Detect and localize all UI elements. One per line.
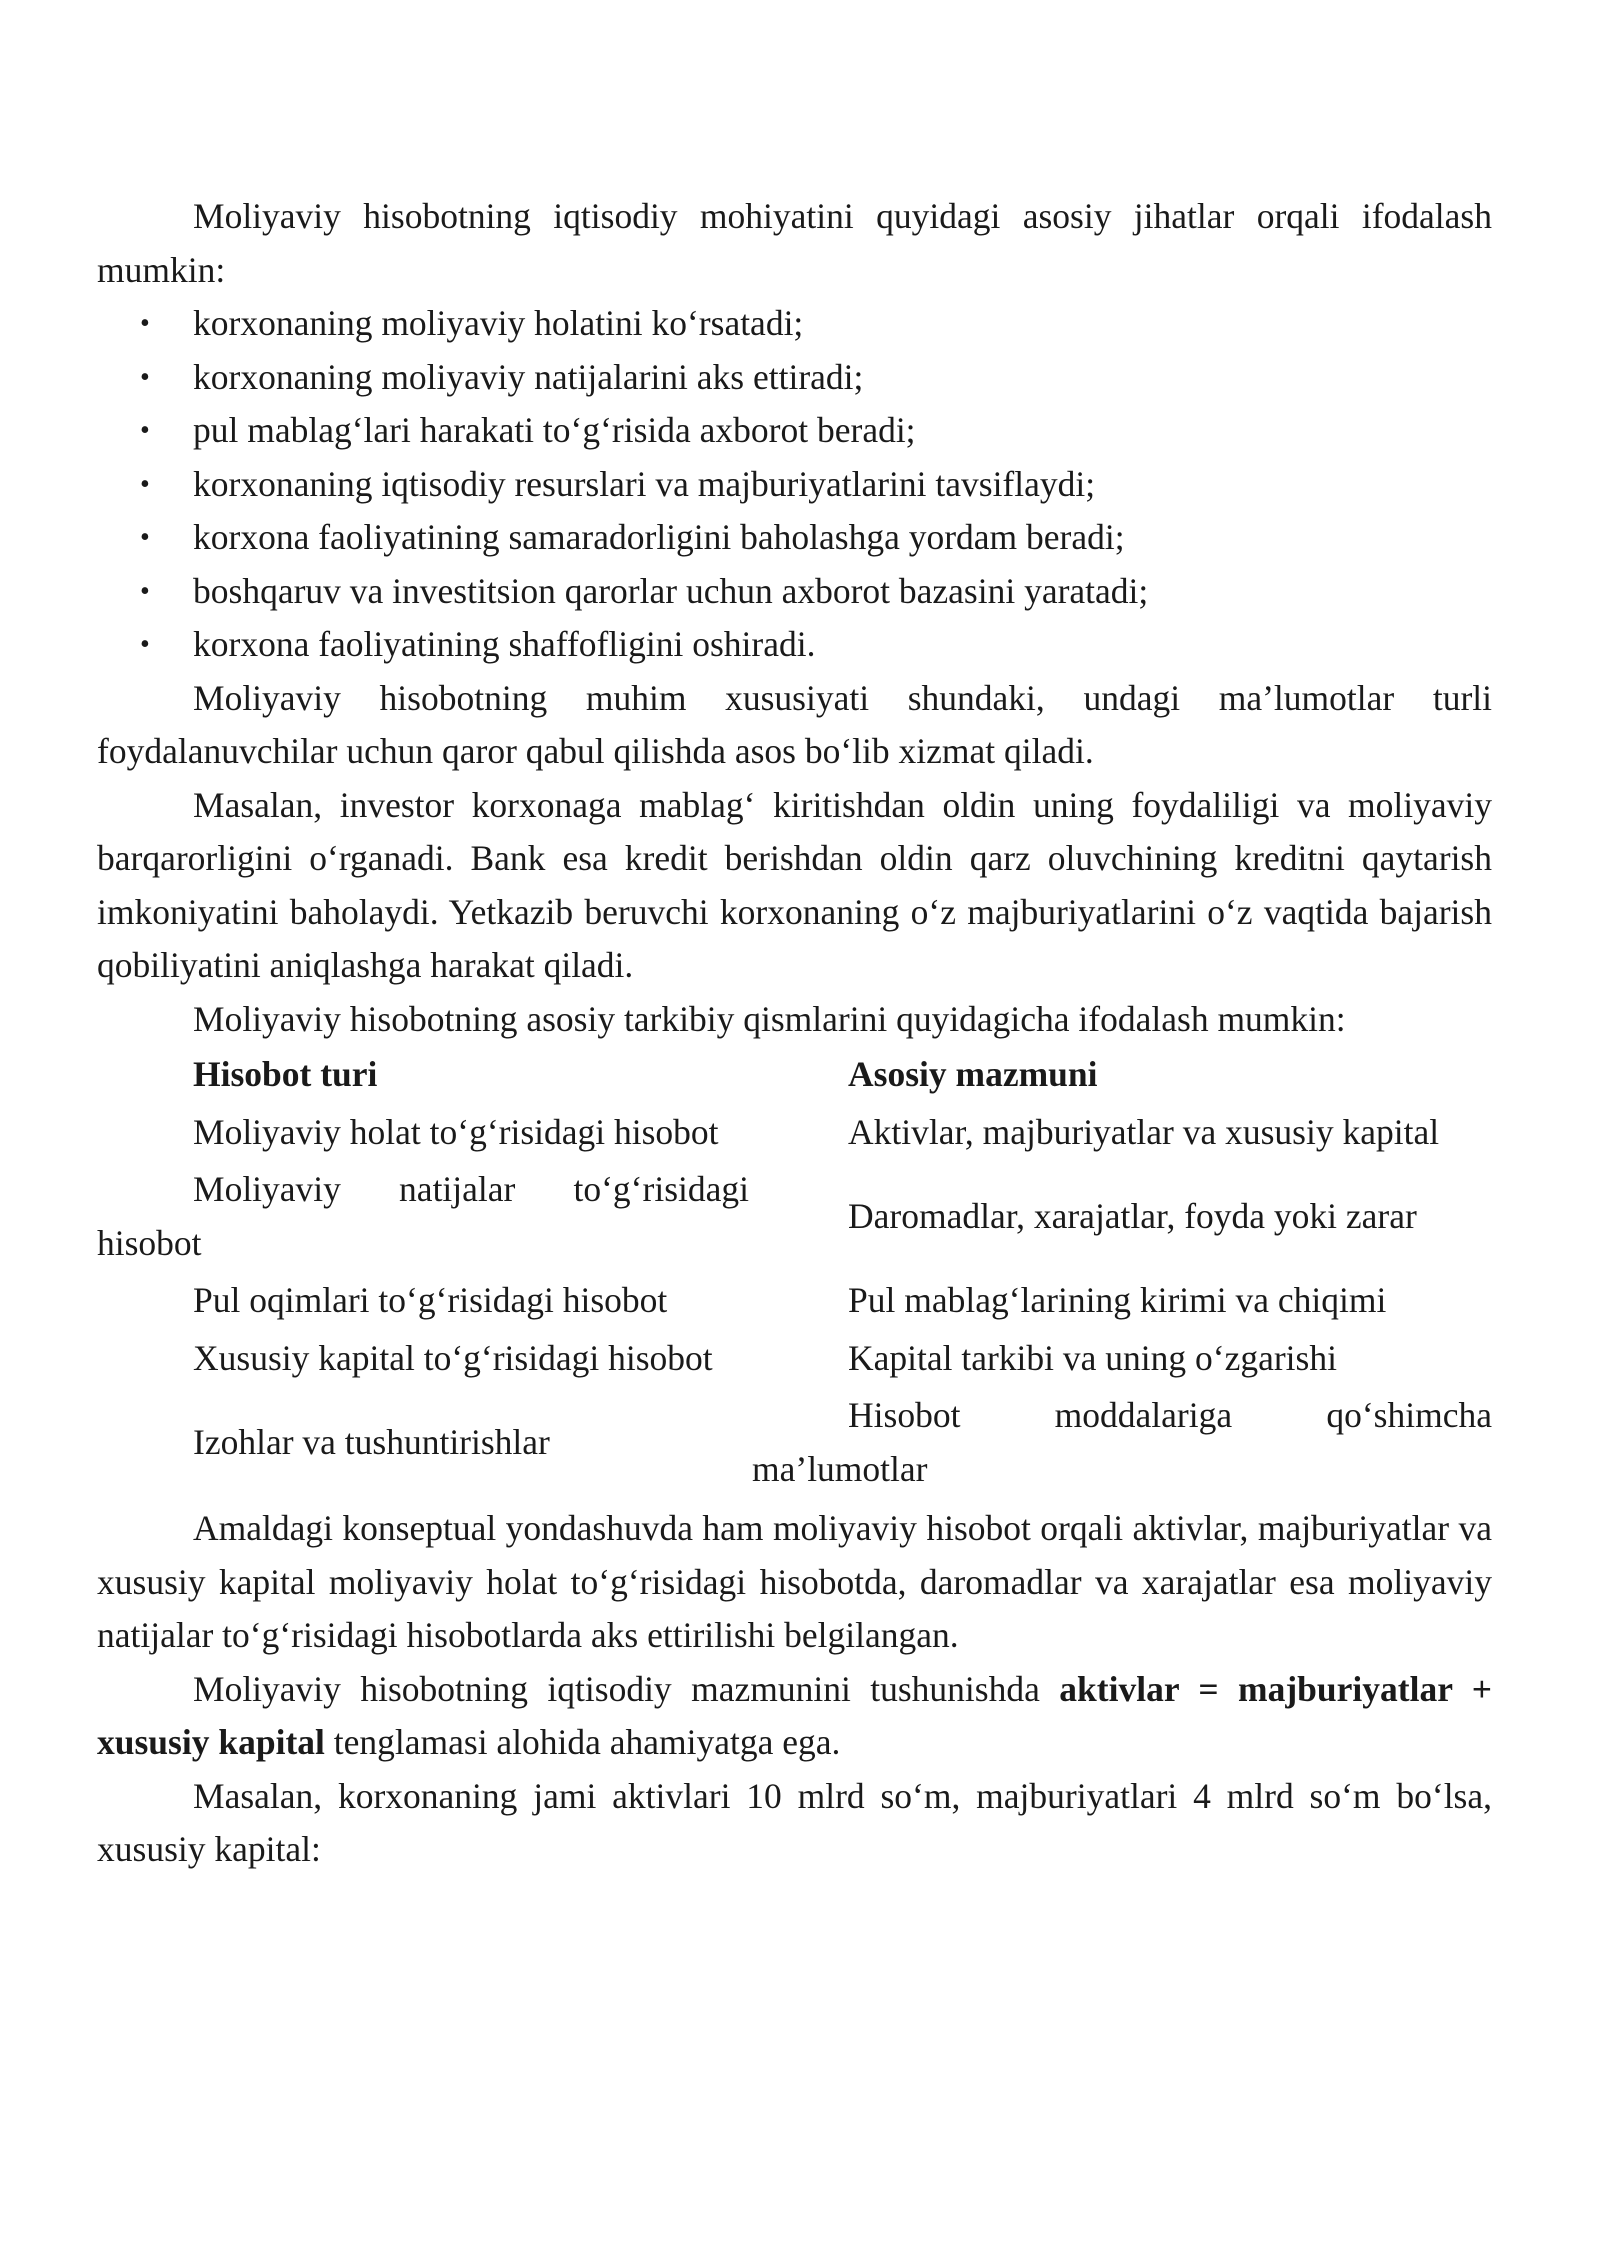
report-content-cell: Hisobot moddalariga qo‘shimcha ma’lumotlar [752,1395,1492,1489]
report-type-cell: Moliyaviy holat to‘g‘risidagi hisobot [193,1111,719,1152]
equation-paragraph [97,1663,1492,1770]
list-item: • korxona faoliyatining shaffofligini oshiradi. [97,618,1492,672]
report-type-cell: Xususiy kapital to‘g‘risidagi hisobot [193,1337,713,1378]
report-type-cell: Izohlar va tushuntirishlar [193,1421,550,1462]
list-item: • korxonaning moliyaviy natijalarini aks ettiradi; [97,351,1492,405]
list-item: • boshqaruv va investitsion qarorlar uchun axborot bazasini yaratadi; [97,565,1492,619]
report-type-cell: Pul oqimlari to‘g‘risidagi hisobot [193,1280,668,1320]
table-row [97,1387,1492,1498]
report-content-cell: Daromadlar, xarajatlar, foyda yoki zarar [848,1195,1417,1236]
document-page [97,190,1492,1877]
example-paragraph: Masalan, investor korxonaga mablag‘ kiritishdan oldin uning foydaliligi va moliyaviy barqarorligini o‘rganadi. Bank esa kredit berishdan oldin qarz oluvchining kreditni qaytarish imkoniyatini baholaydi. Yetkazib beruvchi korxonaning o‘z majburiyatlarini o‘z vaqtida bajarish qobiliyatini aniqlashga harakat qiladi. [97,784,1492,985]
list-item: • korxona faoliyatining samaradorligini baholashga yordam beradi; [97,511,1492,565]
accounting-equation: aktivlar = majburiyatlar + xususiy kapital [97,1668,1492,1762]
column-header-main-content: Asosiy mazmuni [848,1054,1098,1094]
intro-paragraph: Moliyaviy hisobotning iqtisodiy mohiyatini quyidagi asosiy jihatlar orqali ifodalash mumkin: [97,196,1492,290]
feature-paragraph: Moliyaviy hisobotning muhim xususiyati shundaki, undagi ma’lumotlar turli foydalanuvchilar uchun qaror qabul qilishda asos bo‘lib xizmat qiladi. [97,677,1492,771]
report-content-cell: Aktivlar, majburiyatlar va xususiy kapital [848,1111,1440,1152]
table-header-row [97,1048,1492,1104]
aspects-list [97,297,1492,672]
table-row [97,1272,1492,1330]
column-header-report-type: Hisobot turi [193,1054,378,1094]
table-row [97,1104,1492,1162]
equation-lead: Moliyaviy hisobotning iqtisodiy mazmunini tushunishda [193,1668,1060,1709]
components-paragraph: Moliyaviy hisobotning asosiy tarkibiy qismlarini quyidagicha ifodalash mumkin: [193,998,1346,1039]
final-paragraph: Masalan, korxonaning jami aktivlari 10 mlrd so‘m, majburiyatlari 4 mlrd so‘m bo‘lsa, xususiy kapital: [97,1775,1492,1869]
table-row [97,1330,1492,1388]
report-components-table [97,1048,1492,1498]
list-item: • pul mablag‘lari harakati to‘g‘risida axborot beradi; [97,404,1492,458]
equation-tail: tenglamasi alohida ahamiyatga ega. [324,1722,841,1762]
conceptual-paragraph: Amaldagi konseptual yondashuvda ham moliyaviy hisobot orqali aktivlar, majburiyatlar va xususiy kapital moliyaviy holat to‘g‘risidagi hisobotda, daromadlar va xarajatlar esa moliyaviy natijalar to‘g‘risidagi hisobotlarda aks ettirilishi belgilangan. [97,1508,1492,1655]
table-row [97,1161,1492,1272]
list-item: • korxonaning iqtisodiy resurslari va majburiyatlarini tavsiflaydi; [97,458,1492,512]
list-item: • korxonaning moliyaviy holatini ko‘rsatadi; [97,297,1492,351]
report-content-cell: Kapital tarkibi va uning o‘zgarishi [848,1337,1337,1378]
report-content-cell: Pul mablag‘larining kirimi va chiqimi [848,1280,1387,1320]
report-type-cell: Moliyaviy natijalar to‘g‘risidagi hisobot [97,1169,749,1263]
